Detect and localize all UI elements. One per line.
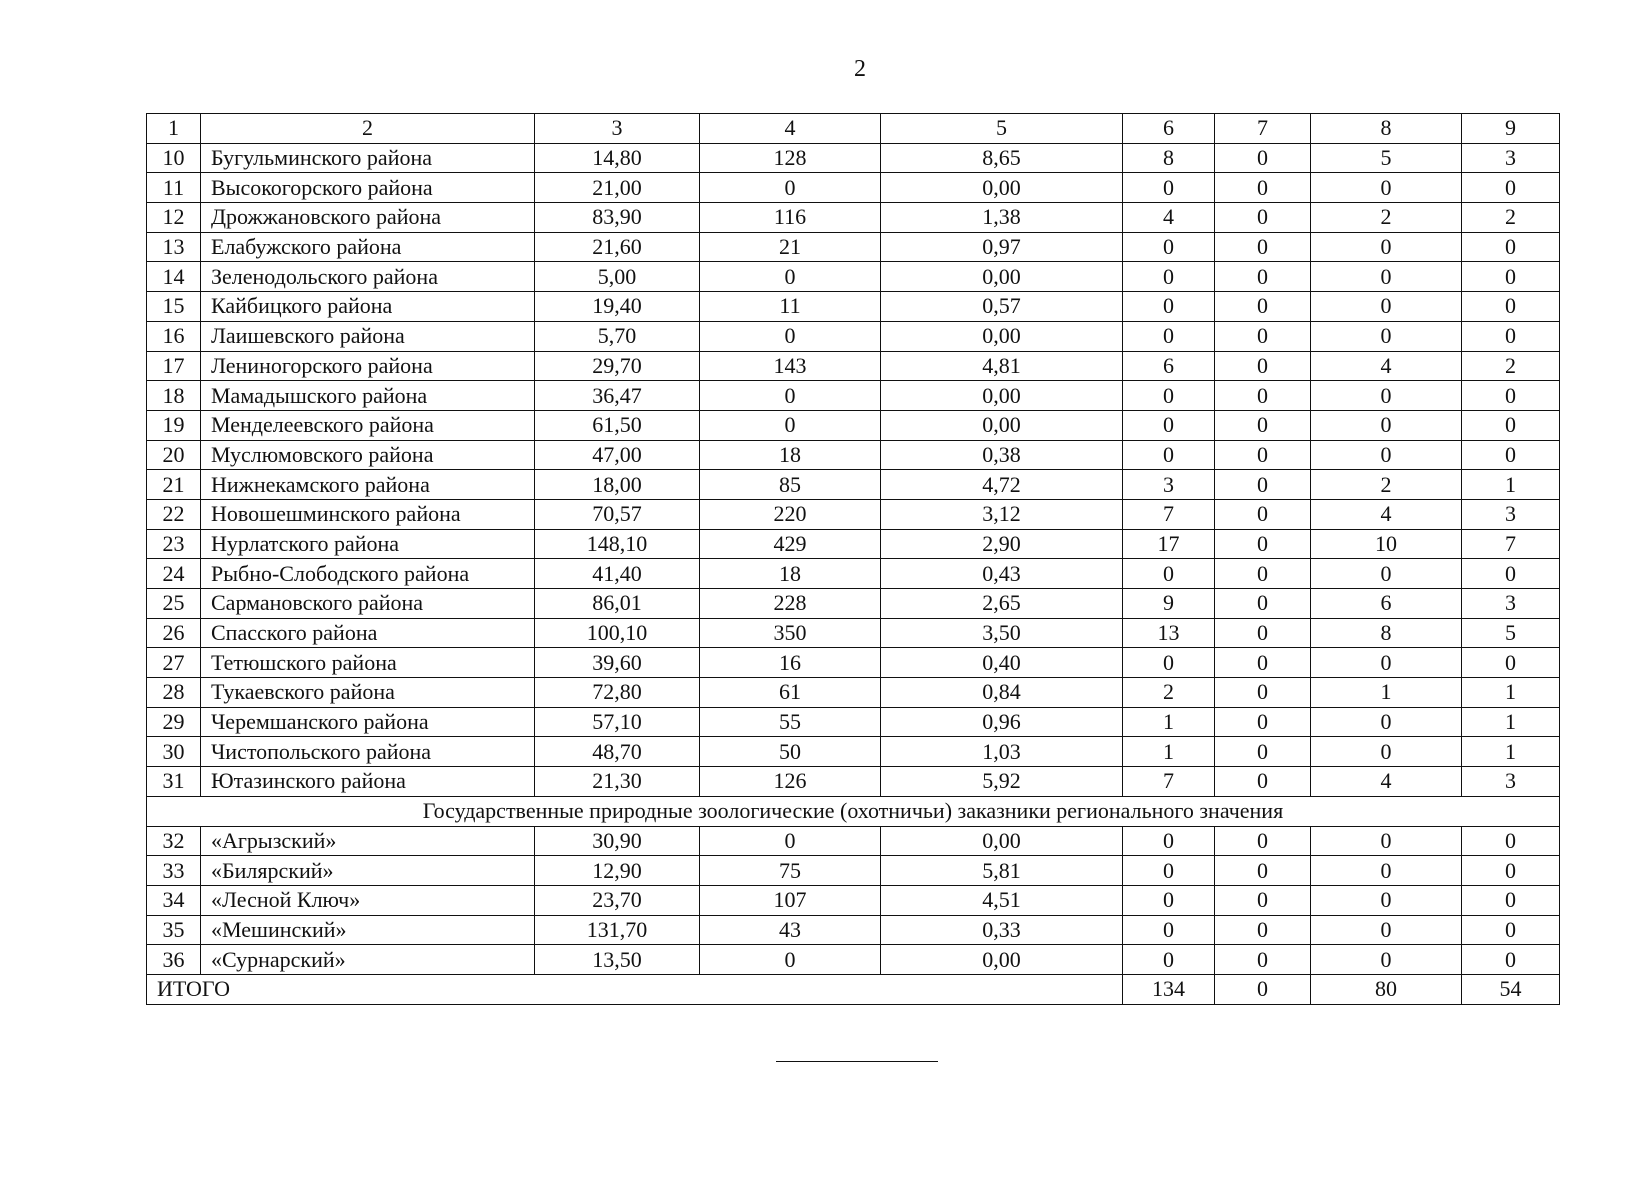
value-cell: 0 [1123,292,1215,322]
value-cell: 0 [700,173,881,203]
value-cell: 0 [1311,559,1462,589]
value-cell: 39,60 [535,648,700,678]
value-cell: 0,00 [881,826,1123,856]
name-cell: Рыбно-Слободского района [201,559,535,589]
closing-rule-line [776,1061,938,1062]
value-cell: 0 [1215,470,1311,500]
value-cell: 11 [147,173,201,203]
column-number-cell: 1 [147,114,201,144]
name-cell: Спасского района [201,618,535,648]
name-cell: Елабужского района [201,232,535,262]
value-cell: 0 [1215,351,1311,381]
table-row [147,470,1560,500]
value-cell: 0 [1215,737,1311,767]
value-cell: 1 [1462,470,1560,500]
value-cell: 0 [1123,410,1215,440]
name-cell: «Сурнарский» [201,945,535,975]
value-cell: 0 [1215,529,1311,559]
value-cell: 4 [1311,499,1462,529]
value-cell: 0 [700,410,881,440]
value-cell: 0 [1462,885,1560,915]
value-cell: 0 [1123,262,1215,292]
value-cell: 0 [1311,737,1462,767]
value-cell: 18 [700,559,881,589]
value-cell: 0 [700,945,881,975]
value-cell: 0 [1215,648,1311,678]
name-cell: Чистопольского района [201,737,535,767]
value-cell: 0 [1123,321,1215,351]
value-cell: 10 [147,143,201,173]
value-cell: 7 [1462,529,1560,559]
name-cell: Мамадышского района [201,381,535,411]
value-cell: 2 [1311,470,1462,500]
value-cell: 3,50 [881,618,1123,648]
value-cell: 0,00 [881,381,1123,411]
table-row [147,648,1560,678]
column-number-cell: 4 [700,114,881,144]
value-cell: 0 [1462,559,1560,589]
value-cell: 20 [147,440,201,470]
value-cell: 85 [700,470,881,500]
value-cell: 143 [700,351,881,381]
value-cell: 14,80 [535,143,700,173]
value-cell: 6 [1311,589,1462,619]
value-cell: 1 [1462,707,1560,737]
value-cell: 0 [1215,262,1311,292]
value-cell: 0 [1311,856,1462,886]
value-cell: 50 [700,737,881,767]
value-cell: 33 [147,856,201,886]
value-cell: 107 [700,885,881,915]
value-cell: 0 [1311,232,1462,262]
name-cell: Ютазинского района [201,767,535,797]
table-row [147,856,1560,886]
value-cell: 19,40 [535,292,700,322]
value-cell: 21,00 [535,173,700,203]
name-cell: Лаишевского района [201,321,535,351]
value-cell: 14 [147,262,201,292]
value-cell: 0 [1311,885,1462,915]
value-cell: 4 [1311,767,1462,797]
name-cell: Кайбицкого района [201,292,535,322]
value-cell: 0 [1311,321,1462,351]
value-cell: 0 [1215,143,1311,173]
value-cell: 0 [1215,945,1311,975]
value-cell: 17 [1123,529,1215,559]
value-cell: 0 [1462,856,1560,886]
value-cell: 0 [1123,381,1215,411]
value-cell: 350 [700,618,881,648]
value-cell: 0,00 [881,945,1123,975]
value-cell: 0,00 [881,262,1123,292]
value-cell: 61,50 [535,410,700,440]
total-value-cell: 80 [1311,974,1462,1004]
value-cell: 116 [700,203,881,233]
value-cell: 0,96 [881,707,1123,737]
value-cell: 3,12 [881,499,1123,529]
total-value-cell: 54 [1462,974,1560,1004]
name-cell: Нижнекамского района [201,470,535,500]
name-cell: Менделеевского района [201,410,535,440]
value-cell: 0 [700,262,881,292]
value-cell: 17 [147,351,201,381]
value-cell: 0 [1311,381,1462,411]
table-row [147,440,1560,470]
value-cell: 29,70 [535,351,700,381]
value-cell: 0 [1123,885,1215,915]
name-cell: Муслюмовского района [201,440,535,470]
value-cell: 13,50 [535,945,700,975]
value-cell: 7 [1123,767,1215,797]
value-cell: 0 [1215,173,1311,203]
value-cell: 5,81 [881,856,1123,886]
value-cell: 18 [700,440,881,470]
table-row [147,203,1560,233]
value-cell: 1 [1462,737,1560,767]
value-cell: 22 [147,499,201,529]
value-cell: 0 [1123,559,1215,589]
value-cell: 23 [147,529,201,559]
table-row [147,767,1560,797]
value-cell: 0 [1215,321,1311,351]
value-cell: 5 [1311,143,1462,173]
value-cell: 21 [147,470,201,500]
value-cell: 16 [700,648,881,678]
table-row [147,945,1560,975]
value-cell: 0,00 [881,321,1123,351]
value-cell: 8 [1311,618,1462,648]
value-cell: 5,92 [881,767,1123,797]
value-cell: 0 [1215,589,1311,619]
value-cell: 16 [147,321,201,351]
table-row [147,618,1560,648]
value-cell: 34 [147,885,201,915]
value-cell: 21 [700,232,881,262]
name-cell: «Агрызский» [201,826,535,856]
table-row [147,292,1560,322]
value-cell: 1 [1123,707,1215,737]
value-cell: 4,81 [881,351,1123,381]
value-cell: 35 [147,915,201,945]
value-cell: 0 [1311,915,1462,945]
value-cell: 47,00 [535,440,700,470]
value-cell: 0,84 [881,678,1123,708]
value-cell: 0 [1215,499,1311,529]
value-cell: 19 [147,410,201,440]
value-cell: 32 [147,826,201,856]
value-cell: 0 [1123,648,1215,678]
value-cell: 86,01 [535,589,700,619]
value-cell: 1 [1311,678,1462,708]
value-cell: 12,90 [535,856,700,886]
name-cell: «Билярский» [201,856,535,886]
table-row [147,885,1560,915]
value-cell: 0 [1311,945,1462,975]
value-cell: 220 [700,499,881,529]
value-cell: 0 [700,321,881,351]
value-cell: 0 [1123,173,1215,203]
page-number: 2 [854,56,866,82]
value-cell: 0 [1215,707,1311,737]
value-cell: 0 [1462,232,1560,262]
value-cell: 1 [1123,737,1215,767]
value-cell: 0 [1123,826,1215,856]
column-number-cell: 9 [1462,114,1560,144]
value-cell: 31 [147,767,201,797]
value-cell: 0 [1462,292,1560,322]
value-cell: 0 [1462,173,1560,203]
data-table [146,113,1560,1005]
value-cell: 24 [147,559,201,589]
section-title: Государственные природные зоологические (охотничьи) заказники регионального значения [147,796,1560,826]
name-cell: Бугульминского района [201,143,535,173]
column-number-cell: 6 [1123,114,1215,144]
value-cell: 0,33 [881,915,1123,945]
value-cell: 0,40 [881,648,1123,678]
value-cell: 0 [1462,321,1560,351]
value-cell: 0,00 [881,410,1123,440]
value-cell: 0,38 [881,440,1123,470]
column-number-cell: 2 [201,114,535,144]
table-row [147,410,1560,440]
value-cell: 148,10 [535,529,700,559]
value-cell: 0 [1215,856,1311,886]
table-row [147,737,1560,767]
table-row [147,232,1560,262]
value-cell: 0 [1123,915,1215,945]
value-cell: 0 [1123,440,1215,470]
table-row [147,173,1560,203]
header-row [147,114,1560,144]
value-cell: 7 [1123,499,1215,529]
value-cell: 0 [1215,826,1311,856]
value-cell: 2,90 [881,529,1123,559]
value-cell: 36,47 [535,381,700,411]
value-cell: 0 [1215,440,1311,470]
value-cell: 41,40 [535,559,700,589]
value-cell: 0 [1311,648,1462,678]
name-cell: Новошешминского района [201,499,535,529]
value-cell: 3 [1462,499,1560,529]
value-cell: 0 [1462,410,1560,440]
value-cell: 0,97 [881,232,1123,262]
value-cell: 26 [147,618,201,648]
value-cell: 0 [700,381,881,411]
value-cell: 0 [1462,381,1560,411]
value-cell: 128 [700,143,881,173]
value-cell: 0 [1215,559,1311,589]
name-cell: Дрожжановского района [201,203,535,233]
value-cell: 4 [1311,351,1462,381]
value-cell: 228 [700,589,881,619]
table-row [147,826,1560,856]
value-cell: 1,38 [881,203,1123,233]
value-cell: 25 [147,589,201,619]
value-cell: 72,80 [535,678,700,708]
value-cell: 70,57 [535,499,700,529]
value-cell: 0 [1215,381,1311,411]
value-cell: 0 [1311,826,1462,856]
table-row [147,381,1560,411]
column-number-cell: 5 [881,114,1123,144]
value-cell: 21,60 [535,232,700,262]
value-cell: 0 [1462,440,1560,470]
value-cell: 57,10 [535,707,700,737]
value-cell: 0 [1215,678,1311,708]
value-cell: 0,00 [881,173,1123,203]
value-cell: 3 [1462,143,1560,173]
value-cell: 21,30 [535,767,700,797]
value-cell: 0 [1311,173,1462,203]
value-cell: 9 [1123,589,1215,619]
value-cell: 83,90 [535,203,700,233]
total-row [147,974,1560,1004]
value-cell: 61 [700,678,881,708]
total-value-cell: 0 [1215,974,1311,1004]
value-cell: 131,70 [535,915,700,945]
table-row [147,499,1560,529]
value-cell: 3 [1462,589,1560,619]
value-cell: 30 [147,737,201,767]
value-cell: 2 [1123,678,1215,708]
name-cell: Нурлатского района [201,529,535,559]
value-cell: 0 [1462,262,1560,292]
name-cell: Черемшанского района [201,707,535,737]
value-cell: 3 [1123,470,1215,500]
value-cell: 0 [1123,232,1215,262]
name-cell: Зеленодольского района [201,262,535,292]
value-cell: 23,70 [535,885,700,915]
value-cell: 0 [1215,203,1311,233]
table-row [147,529,1560,559]
name-cell: «Лесной Ключ» [201,885,535,915]
value-cell: 0 [1215,618,1311,648]
value-cell: 10 [1311,529,1462,559]
value-cell: 75 [700,856,881,886]
name-cell: Высокогорского района [201,173,535,203]
table-row [147,589,1560,619]
value-cell: 5,00 [535,262,700,292]
total-label: ИТОГО [147,974,1123,1004]
value-cell: 0 [1311,292,1462,322]
total-value-cell: 134 [1123,974,1215,1004]
value-cell: 126 [700,767,881,797]
value-cell: 2 [1462,203,1560,233]
value-cell: 0 [1311,440,1462,470]
value-cell: 0 [1311,262,1462,292]
value-cell: 18 [147,381,201,411]
name-cell: Сармановского района [201,589,535,619]
value-cell: 0 [1462,826,1560,856]
value-cell: 1,03 [881,737,1123,767]
value-cell: 2,65 [881,589,1123,619]
value-cell: 0 [1123,945,1215,975]
value-cell: 8 [1123,143,1215,173]
value-cell: 15 [147,292,201,322]
value-cell: 6 [1123,351,1215,381]
name-cell: Тетюшского района [201,648,535,678]
value-cell: 29 [147,707,201,737]
value-cell: 18,00 [535,470,700,500]
name-cell: «Мешинский» [201,915,535,945]
table-row [147,915,1560,945]
value-cell: 36 [147,945,201,975]
value-cell: 4,72 [881,470,1123,500]
name-cell: Лениногорского района [201,351,535,381]
value-cell: 0 [1215,232,1311,262]
column-number-cell: 7 [1215,114,1311,144]
value-cell: 0 [1215,410,1311,440]
table-row [147,559,1560,589]
table-row [147,707,1560,737]
value-cell: 3 [1462,767,1560,797]
table-row [147,678,1560,708]
value-cell: 55 [700,707,881,737]
value-cell: 5,70 [535,321,700,351]
value-cell: 0 [1215,292,1311,322]
value-cell: 28 [147,678,201,708]
column-number-cell: 3 [535,114,700,144]
value-cell: 0 [1215,885,1311,915]
value-cell: 429 [700,529,881,559]
value-cell: 0 [700,826,881,856]
value-cell: 4 [1123,203,1215,233]
value-cell: 0 [1462,915,1560,945]
value-cell: 48,70 [535,737,700,767]
name-cell: Тукаевского района [201,678,535,708]
value-cell: 2 [1311,203,1462,233]
value-cell: 0 [1462,945,1560,975]
section-title-row [147,796,1560,826]
value-cell: 0 [1311,410,1462,440]
value-cell: 13 [1123,618,1215,648]
value-cell: 0 [1123,856,1215,886]
table-row [147,262,1560,292]
value-cell: 4,51 [881,885,1123,915]
value-cell: 11 [700,292,881,322]
value-cell: 0 [1311,707,1462,737]
value-cell: 13 [147,232,201,262]
table-row [147,143,1560,173]
table-row [147,321,1560,351]
value-cell: 27 [147,648,201,678]
value-cell: 0,43 [881,559,1123,589]
value-cell: 0 [1215,767,1311,797]
value-cell: 0 [1462,648,1560,678]
value-cell: 12 [147,203,201,233]
table-body [147,114,1560,1005]
column-number-cell: 8 [1311,114,1462,144]
value-cell: 2 [1462,351,1560,381]
value-cell: 8,65 [881,143,1123,173]
value-cell: 0,57 [881,292,1123,322]
value-cell: 5 [1462,618,1560,648]
value-cell: 30,90 [535,826,700,856]
value-cell: 100,10 [535,618,700,648]
value-cell: 43 [700,915,881,945]
table-row [147,351,1560,381]
value-cell: 0 [1215,915,1311,945]
value-cell: 1 [1462,678,1560,708]
